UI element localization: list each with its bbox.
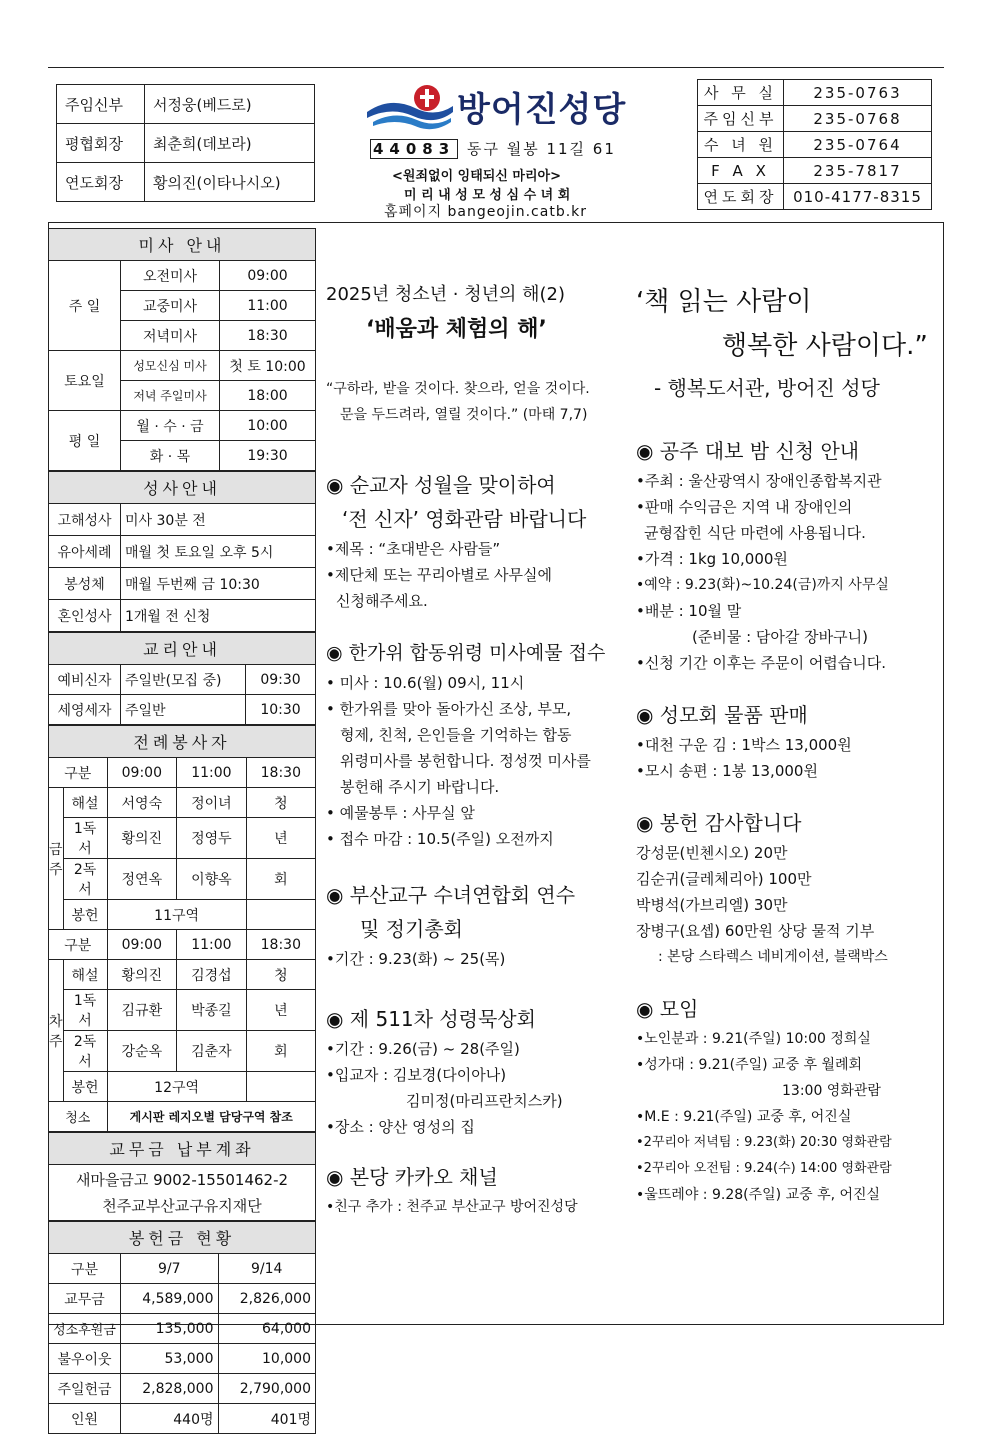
catechism-table <box>48 632 316 725</box>
offering-category: 성소후원금 <box>49 1314 121 1344</box>
weekday-label: 평 일 <box>49 411 121 471</box>
offering-amount: 10,000 <box>218 1344 316 1374</box>
role-label: 2독서 <box>63 859 107 900</box>
donor-line: : 본당 스타렉스 네비게이션, 블랙박스 <box>658 949 888 965</box>
contact-phone: 235-0764 <box>784 132 932 158</box>
sacrament-label: 혼인성사 <box>49 600 121 632</box>
section-title: ◉ 모임 <box>636 997 699 1021</box>
contact-phone: 235-0763 <box>784 80 932 106</box>
liturgy-table <box>48 725 316 1132</box>
contact-phone: 235-7817 <box>784 158 932 184</box>
account-title: 교무금 납부계좌 <box>49 1133 316 1165</box>
section-line: • 예물봉투 : 사무실 앞 <box>326 804 475 822</box>
section-line: •기간 : 9.26(금) ~ 28(주일) <box>326 1040 520 1058</box>
section-title: ◉ 부산교구 수녀연합회 연수 <box>326 883 576 907</box>
homepage: 홈페이지 bangeojin.catb.kr <box>384 204 588 220</box>
offering-head: 구분 <box>49 1254 121 1284</box>
mass-name: 저녁 주일미사 <box>121 381 220 411</box>
address-line <box>370 138 616 159</box>
meeting-line: •2꾸리아 저녁팀 : 9.23(화) 20:30 영화관람 <box>636 1135 892 1150</box>
sacrament-label: 봉성체 <box>49 568 121 600</box>
liturgy-head: 11:00 <box>177 930 247 960</box>
section-line: •신청 기간 이후는 주문이 어렵습니다. <box>636 654 887 672</box>
section-line: •예약 : 9.23(화)~10.24(금)까지 사무실 <box>636 577 889 593</box>
section-title: ◉ 제 511차 성령묵상회 <box>326 1007 536 1031</box>
offering-amount: 135,000 <box>121 1314 219 1344</box>
officer-value: 서정웅(베드로) <box>145 85 315 124</box>
role-label: 해설 <box>63 960 107 990</box>
mass-time: 18:30 <box>220 321 316 351</box>
sacrament-label: 유아세례 <box>49 536 121 568</box>
mass-time: 09:00 <box>220 261 316 291</box>
contact-label: F A X <box>698 158 784 184</box>
mass-table <box>48 228 316 471</box>
sisters: 미 리 내 성 모 성 심 수 녀 회 <box>404 188 571 203</box>
server-name: 강순옥 <box>107 1031 177 1072</box>
contact-label: 사 무 실 <box>698 80 784 106</box>
week-label <box>49 960 64 1102</box>
liturgy-head: 09:00 <box>107 930 177 960</box>
offering-category: 주일헌금 <box>49 1374 121 1404</box>
section-title: 및 정기총회 <box>360 917 463 941</box>
offering-amount: 440명 <box>121 1404 219 1434</box>
officer-label: 연도회장 <box>57 163 145 202</box>
offering-district: 11구역 <box>107 900 246 930</box>
section-line: •판매 수익금은 지역 내 장애인의 <box>636 498 853 516</box>
account-table <box>48 1132 316 1221</box>
server-name: 이향옥 <box>177 859 247 900</box>
liturgy-head: 18:30 <box>246 758 315 788</box>
offering-amount: 2,826,000 <box>218 1284 316 1314</box>
donor-line: 박병석(가브리엘) 30만 <box>636 896 788 914</box>
account-number: 새마을금고 9002-15501462-2 <box>75 1170 289 1189</box>
section-title: ◉ 봉헌 감사합니다 <box>636 811 802 835</box>
sacrament-value: 1개월 전 신청 <box>121 600 316 632</box>
account-holder: 천주교부산교구유지재단 <box>102 1196 262 1215</box>
section-line: 김미정(마리프란치스카) <box>406 1092 563 1110</box>
officer-value: 최춘희(데보라) <box>145 124 315 163</box>
meeting-line: •노인분과 : 9.21(주일) 10:00 정희실 <box>636 1031 871 1047</box>
catechism-class: 주일반 <box>121 695 246 725</box>
youth-label: 회 <box>246 1031 315 1072</box>
mass-title: 미사 안내 <box>49 229 316 261</box>
sidebar <box>48 228 316 1434</box>
section-line: 형제, 친척, 은인들을 기억하는 합동 <box>340 726 572 744</box>
meeting-line: •울뜨레야 : 9.28(주일) 교중 후, 어진실 <box>636 1187 881 1203</box>
catechism-time: 09:30 <box>246 665 316 695</box>
server-name: 황의진 <box>107 818 177 859</box>
contact-phone: 010-4177-8315 <box>784 184 932 210</box>
section-line: 위령미사를 봉헌합니다. 정성껏 미사를 <box>340 752 591 770</box>
mass-time: 18:00 <box>220 381 316 411</box>
offering-category: 불우이웃 <box>49 1344 121 1374</box>
section-title: ◉ 성모회 물품 판매 <box>636 703 808 727</box>
liturgy-head: 09:00 <box>107 758 177 788</box>
section-line: • 미사 : 10.6(월) 09시, 11시 <box>326 674 525 692</box>
server-name: 박종길 <box>177 990 247 1031</box>
slogan-by: - 행복도서관, 방어진 성당 <box>654 376 880 400</box>
section-line: •배분 : 10월 말 <box>636 602 742 620</box>
donor-line: 김순귀(글레체리아) 100만 <box>636 870 812 888</box>
section-line: •모시 송편 : 1봉 13,000원 <box>636 762 818 780</box>
offering-table <box>48 1221 316 1434</box>
section-line: •친구 추가 : 천주교 부산교구 방어진성당 <box>326 1199 578 1215</box>
empty-cell <box>246 1072 315 1102</box>
server-name: 서영숙 <box>107 788 177 818</box>
role-label: 1독서 <box>63 818 107 859</box>
section-title: ◉ 공주 대보 밤 신청 안내 <box>636 439 860 463</box>
contact-label: 수 녀 원 <box>698 132 784 158</box>
liturgy-head: 구분 <box>49 758 108 788</box>
meeting-line: •성가대 : 9.21(주일) 교중 후 월례회 <box>636 1057 863 1073</box>
week-label-top: 차 <box>49 1013 63 1030</box>
slogan: 행복한 사람이다.” <box>722 331 928 361</box>
offering-category: 교무금 <box>49 1284 121 1314</box>
church-emblem-icon <box>365 82 455 132</box>
catechism-label: 예비신자 <box>49 665 121 695</box>
offering-amount: 4,589,000 <box>121 1284 219 1314</box>
section-title: ◉ 한가위 합동위령 미사예물 접수 <box>326 642 606 664</box>
offering-amount: 401명 <box>218 1404 316 1434</box>
theme-title: ‘배움과 체험의 해’ <box>366 317 547 342</box>
offering-label: 봉헌 <box>63 900 107 930</box>
contacts-table <box>697 79 932 210</box>
saturday-label: 토요일 <box>49 351 121 411</box>
section-line: • 접수 마감 : 10.5(주일) 오전까지 <box>326 830 554 848</box>
postcode: 44083 <box>370 139 458 159</box>
account-info <box>49 1165 316 1221</box>
contact-label: 주임신부 <box>698 106 784 132</box>
scripture-quote: 문을 두드려라, 열릴 것이다.” (마태 7,7) <box>340 407 588 423</box>
section-line: •주최 : 울산광역시 장애인종합복지관 <box>636 472 882 490</box>
mass-time: 11:00 <box>220 291 316 321</box>
church-name: 방어진성당 <box>457 90 627 130</box>
sacrament-table <box>48 471 316 632</box>
section-line: •장소 : 양산 영성의 집 <box>326 1118 475 1136</box>
liturgy-head: 11:00 <box>177 758 247 788</box>
server-name: 정연옥 <box>107 859 177 900</box>
offering-amount: 64,000 <box>218 1314 316 1344</box>
offering-label: 봉헌 <box>63 1072 107 1102</box>
week-label-top: 금 <box>49 841 63 858</box>
server-name: 김경섭 <box>177 960 247 990</box>
youth-label: 회 <box>246 859 315 900</box>
section-line: •가격 : 1kg 10,000원 <box>636 550 788 568</box>
server-name: 황의진 <box>107 960 177 990</box>
contact-label: 연도회장 <box>698 184 784 210</box>
mass-name: 오전미사 <box>121 261 220 291</box>
officer-label: 평협회장 <box>57 124 145 163</box>
mass-name: 월 · 수 · 금 <box>121 411 220 441</box>
week-label-bottom: 주 <box>49 861 63 878</box>
youth-label: 년 <box>246 818 315 859</box>
section-title: ‘전 신자’ 영화관람 바랍니다 <box>342 507 587 531</box>
mass-name: 화 · 목 <box>121 441 220 471</box>
offering-title: 봉헌금 현황 <box>49 1222 316 1254</box>
offering-amount: 2,828,000 <box>121 1374 219 1404</box>
offering-head: 9/14 <box>218 1254 316 1284</box>
server-name: 정이녀 <box>177 788 247 818</box>
mass-time: 첫 토 10:00 <box>220 351 316 381</box>
section-line: •제목 : “초대받은 사람들” <box>326 540 501 558</box>
mass-time: 19:30 <box>220 441 316 471</box>
meeting-line: •2꾸리아 오전팀 : 9.24(수) 14:00 영화관람 <box>636 1161 892 1176</box>
cleaning-label: 청소 <box>49 1102 108 1132</box>
catechism-label: 세영세자 <box>49 695 121 725</box>
offering-amount: 2,790,000 <box>218 1374 316 1404</box>
section-line: (준비물 : 담아갈 장바구니) <box>692 628 868 646</box>
donor-line: 강성문(빈첸시오) 20만 <box>636 844 788 862</box>
church-logo <box>365 82 655 132</box>
section-line: 신청해주세요. <box>336 592 428 610</box>
sacrament-title: 성사안내 <box>49 472 316 504</box>
section-title: ◉ 본당 카카오 채널 <box>326 1165 498 1189</box>
week-label-bottom: 주 <box>49 1033 63 1050</box>
mass-name: 저녁미사 <box>121 321 220 351</box>
officer-value: 황의진(이타나시오) <box>145 163 315 202</box>
server-name: 김춘자 <box>177 1031 247 1072</box>
sacrament-label: 고해성사 <box>49 504 121 536</box>
contact-phone: 235-0768 <box>784 106 932 132</box>
youth-label: 청 <box>246 788 315 818</box>
sacrament-value: 미사 30분 전 <box>121 504 316 536</box>
catechism-time: 10:30 <box>246 695 316 725</box>
server-name: 김규환 <box>107 990 177 1031</box>
sunday-label: 주 일 <box>49 261 121 351</box>
role-label: 1독서 <box>63 990 107 1031</box>
empty-cell <box>246 900 315 930</box>
top-rule <box>48 67 944 68</box>
scripture-quote: “구하라, 받을 것이다. 찾으라, 얻을 것이다. <box>326 381 590 397</box>
middle-column <box>326 282 626 1220</box>
section-line: •대천 구운 김 : 1박스 13,000원 <box>636 736 852 754</box>
liturgy-head: 18:30 <box>246 930 315 960</box>
section-line: •기간 : 9.23(화) ~ 25(목) <box>326 950 506 968</box>
mass-name: 성모신심 미사 <box>121 351 220 381</box>
motto: <원죄없이 잉태되신 마리아> <box>392 169 561 184</box>
officers-table <box>56 84 315 202</box>
cleaning-note: 게시판 레지오별 담당구역 참조 <box>107 1102 315 1132</box>
catechism-class: 주일반(모집 중) <box>121 665 246 695</box>
youth-label: 청 <box>246 960 315 990</box>
offering-head: 9/7 <box>121 1254 219 1284</box>
slogan: ‘책 읽는 사람이 <box>636 287 812 317</box>
section-line: • 한가위를 맞아 돌아가신 조상, 부모, <box>326 700 572 718</box>
youth-label: 년 <box>246 990 315 1031</box>
section-line: 봉헌해 주시기 바랍니다. <box>340 778 500 796</box>
meeting-line: •M.E : 9.21(주일) 교중 후, 어진실 <box>636 1109 852 1125</box>
mass-name: 교중미사 <box>121 291 220 321</box>
liturgy-title: 전례봉사자 <box>49 726 316 758</box>
right-column <box>636 280 936 1208</box>
officer-label: 주임신부 <box>57 85 145 124</box>
section-line: •입교자 : 김보경(다이아나) <box>326 1066 507 1084</box>
role-label: 해설 <box>63 788 107 818</box>
address: 동구 월봉 11길 61 <box>466 140 616 158</box>
week-label <box>49 788 64 930</box>
section-title: ◉ 순교자 성월을 맞이하여 <box>326 473 556 497</box>
sacrament-value: 매월 두번째 금 10:30 <box>121 568 316 600</box>
offering-category: 인원 <box>49 1404 121 1434</box>
catechism-title: 교리안내 <box>49 633 316 665</box>
liturgy-head: 구분 <box>49 930 108 960</box>
role-label: 2독서 <box>63 1031 107 1072</box>
meeting-line: 13:00 영화관람 <box>782 1083 881 1099</box>
section-line: 균형잡힌 식단 마련에 사용됩니다. <box>644 524 866 542</box>
sacrament-value: 매월 첫 토요일 오후 5시 <box>121 536 316 568</box>
server-name: 정영두 <box>177 818 247 859</box>
offering-amount: 53,000 <box>121 1344 219 1374</box>
theme-line: 2025년 청소년 · 청년의 해(2) <box>326 284 566 305</box>
section-line: •제단체 또는 꾸리아별로 사무실에 <box>326 566 553 584</box>
offering-district: 12구역 <box>107 1072 246 1102</box>
donor-line: 장병구(요셉) 60만원 상당 물적 기부 <box>636 922 875 940</box>
mass-time: 10:00 <box>220 411 316 441</box>
